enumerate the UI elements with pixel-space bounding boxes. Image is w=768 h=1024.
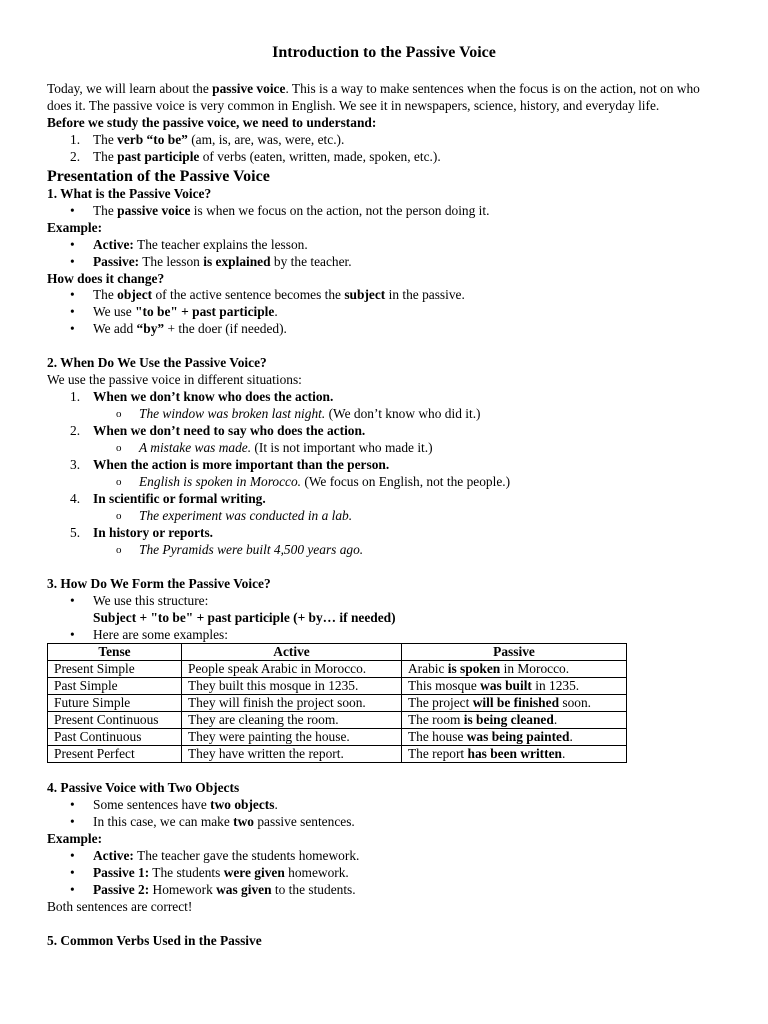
bold-text: passive voice	[117, 202, 191, 218]
text: .	[274, 797, 278, 813]
text: passive sentences.	[254, 813, 355, 829]
table-row	[48, 729, 627, 746]
list-item	[47, 882, 722, 899]
text: (We don’t know who did it.)	[325, 406, 481, 422]
text: Arabic	[408, 661, 448, 677]
bold-text: verb “to be”	[117, 131, 188, 147]
sub-list-item	[47, 508, 722, 525]
bold-text: When the action is more important than the person.	[93, 457, 390, 472]
definition-list	[47, 203, 722, 220]
bold-text: Active:	[93, 847, 134, 863]
bold-text: was built	[480, 678, 532, 694]
example-sentence: English is spoken in Morocco.	[139, 473, 302, 489]
bold-text: is spoken	[447, 661, 501, 677]
text: .	[569, 729, 573, 745]
presentation-heading: Presentation of the Passive Voice	[47, 167, 270, 185]
column-header: Active	[182, 644, 402, 661]
spacer	[47, 763, 722, 780]
bold-text: will be finished	[472, 695, 560, 711]
list-item	[47, 814, 722, 831]
bold-text: object	[117, 287, 153, 303]
text: The	[93, 202, 118, 218]
text: The	[93, 148, 118, 164]
structure-formula	[47, 610, 722, 627]
sub-bullet-icon: o	[116, 543, 122, 556]
table-cell: Future Simple	[48, 695, 182, 712]
table-cell	[402, 678, 627, 695]
example-list	[47, 848, 722, 899]
bold-text: Passive 2:	[93, 881, 150, 897]
list-item	[47, 797, 722, 814]
before-list	[47, 132, 722, 166]
bold-text: Passive 1:	[93, 864, 150, 880]
spacer	[47, 916, 722, 933]
structure-list	[47, 593, 722, 644]
table-cell: Past Simple	[48, 678, 182, 695]
bold-text: Active:	[93, 236, 134, 252]
sub-list-item	[47, 406, 722, 423]
intro-paragraph	[47, 81, 722, 115]
text: (We focus on English, not the people.)	[301, 473, 511, 489]
two-objects-list	[47, 797, 722, 831]
table-cell: They were painting the house.	[182, 729, 402, 746]
text: .	[274, 304, 278, 320]
usage-list	[47, 389, 722, 559]
example-sentence: The window was broken last night.	[139, 406, 326, 422]
list-item	[47, 525, 722, 542]
list-item	[47, 203, 722, 220]
bold-text: subject	[344, 287, 386, 303]
bold-text: "to be" + past participle	[135, 304, 275, 320]
text: Homework	[149, 881, 217, 897]
list-item	[47, 848, 722, 865]
list-number: 5.	[70, 524, 81, 540]
list-item	[47, 389, 722, 406]
text: The teacher explains the lesson.	[133, 236, 308, 252]
list-item	[47, 254, 722, 271]
text: in Morocco.	[500, 661, 570, 677]
column-header: Passive	[402, 644, 627, 661]
table-cell: Present Simple	[48, 661, 182, 678]
change-label: How does it change?	[47, 270, 165, 286]
bold-text: When we don’t know who does the action.	[93, 389, 334, 405]
text: The report	[408, 746, 468, 762]
text: The house	[408, 729, 467, 745]
section-2-intro: We use the passive voice in different situations:	[47, 372, 302, 388]
sub-bullet-icon: o	[116, 509, 122, 522]
table-row	[48, 712, 627, 729]
bold-text: is explained	[203, 253, 271, 269]
text: Here are some examples:	[93, 626, 228, 642]
spacer	[47, 559, 722, 576]
table-cell: Present Continuous	[48, 712, 182, 729]
text: The	[93, 287, 118, 303]
sub-bullet-icon: o	[116, 442, 122, 455]
table-cell: They are cleaning the room.	[182, 712, 402, 729]
table-cell	[402, 729, 627, 746]
bold-text: In scientific or formal writing.	[93, 490, 266, 506]
text: homework.	[284, 864, 349, 880]
bold-text: When we don’t need to say who does the action.	[93, 423, 366, 439]
list-item	[47, 865, 722, 882]
bold-text: Subject + "to be" + past participle (+ by… if needed)	[93, 609, 396, 625]
list-item	[47, 457, 722, 474]
example-label: Example:	[47, 830, 103, 846]
text: Some sentences have	[93, 797, 211, 813]
example-sentence: The Pyramids were built 4,500 years ago.	[139, 541, 364, 557]
table-row	[48, 678, 627, 695]
text: of verbs (eaten, written, made, spoken, etc.).	[199, 148, 441, 164]
list-number: 2.	[70, 423, 81, 439]
example-label: Example:	[47, 219, 103, 235]
list-item	[47, 593, 722, 610]
bold-text: were given	[223, 864, 285, 880]
example-sentence: The experiment was conducted in a lab.	[139, 507, 353, 523]
list-item	[47, 321, 722, 338]
bold-text: is being cleaned	[463, 712, 554, 728]
bold-text: two objects	[210, 797, 275, 813]
bold-text: “by”	[136, 321, 165, 337]
table-header-row	[48, 644, 627, 661]
text: to the students.	[271, 881, 356, 897]
text: The project	[408, 695, 473, 711]
text: by the teacher.	[270, 253, 352, 269]
list-number: 4.	[70, 490, 81, 506]
sub-list-item	[47, 440, 722, 457]
list-number: 1.	[70, 131, 81, 147]
spacer	[47, 338, 722, 355]
table-cell: They built this mosque in 1235.	[182, 678, 402, 695]
list-number: 3.	[70, 457, 81, 472]
intro-text-2: . This is a way to make sentences when the focus is on the action, not on who does it. The passive voice is very common in English. We see it in newspapers, science, history, and everyday life.	[47, 81, 700, 113]
document-body	[47, 81, 722, 950]
bold-text: Passive:	[93, 253, 140, 269]
list-item	[47, 287, 722, 304]
list-item	[47, 132, 722, 149]
table-cell: People speak Arabic in Morocco.	[182, 661, 402, 678]
text: We use	[93, 304, 136, 320]
text: .	[553, 712, 558, 728]
table-cell: Past Continuous	[48, 729, 182, 746]
table-cell	[402, 712, 627, 729]
list-item	[47, 304, 722, 321]
sub-bullet-icon: o	[116, 408, 122, 421]
table-cell: Present Perfect	[48, 746, 182, 763]
before-heading: Before we study the passive voice, we need to understand:	[47, 114, 377, 130]
examples-table	[47, 643, 627, 763]
intro-text: Today, we will learn about the	[47, 81, 213, 96]
sub-list-item	[47, 474, 722, 491]
sub-list-item	[47, 542, 722, 559]
table-row	[48, 746, 627, 763]
table-cell	[402, 746, 627, 763]
text: We use this structure:	[93, 592, 209, 608]
table-cell: They have written the report.	[182, 746, 402, 763]
text: The room	[408, 712, 464, 728]
list-number: 1.	[70, 389, 81, 405]
list-item	[47, 627, 722, 644]
table-cell	[402, 695, 627, 712]
bold-text: was given	[216, 881, 272, 897]
text: in 1235.	[531, 678, 580, 694]
bold-text: has been written	[467, 746, 562, 762]
section-5-heading: 5. Common Verbs Used in the Passive	[47, 932, 262, 948]
text: We add	[93, 321, 137, 337]
intro-bold: passive voice	[212, 81, 286, 96]
text: This mosque	[408, 678, 481, 694]
section-3-heading: 3. How Do We Form the Passive Voice?	[47, 575, 271, 591]
text: in the passive.	[385, 287, 465, 303]
list-item	[47, 149, 722, 166]
list-item	[47, 423, 722, 440]
example-sentence: A mistake was made.	[139, 440, 252, 456]
change-list	[47, 287, 722, 338]
table-row	[48, 695, 627, 712]
bold-text: In history or reports.	[93, 524, 214, 540]
list-item	[47, 491, 722, 508]
closing-text: Both sentences are correct!	[47, 898, 193, 914]
text: (It is not important who made it.)	[251, 440, 433, 456]
text: The	[93, 131, 118, 147]
text: is when we focus on the action, not the person doing it.	[190, 202, 490, 218]
table-row	[48, 661, 627, 678]
column-header: Tense	[48, 644, 182, 661]
text: In this case, we can make	[93, 813, 234, 829]
section-2-heading: 2. When Do We Use the Passive Voice?	[47, 355, 267, 371]
sub-bullet-icon: o	[116, 475, 122, 488]
bold-text: two	[233, 813, 254, 829]
text: of the active sentence becomes the	[152, 287, 345, 303]
document-title: Introduction to the Passive Voice	[272, 44, 496, 61]
text: .	[561, 746, 566, 762]
text: The lesson	[139, 253, 204, 269]
section-1-heading: 1. What is the Passive Voice?	[47, 185, 212, 201]
section-4-heading: 4. Passive Voice with Two Objects	[47, 780, 240, 796]
example-list	[47, 237, 722, 271]
table-cell	[402, 661, 627, 678]
bold-text: past participle	[117, 148, 200, 164]
list-number: 2.	[70, 148, 81, 164]
text: soon.	[559, 695, 592, 711]
text: (am, is, are, was, were, etc.).	[187, 131, 345, 147]
text: The teacher gave the students homework.	[133, 847, 360, 863]
list-item	[47, 237, 722, 254]
text: + the doer (if needed).	[164, 321, 287, 337]
table-cell: They will finish the project soon.	[182, 695, 402, 712]
text: The students	[149, 864, 224, 880]
bold-text: was being painted	[466, 729, 570, 745]
